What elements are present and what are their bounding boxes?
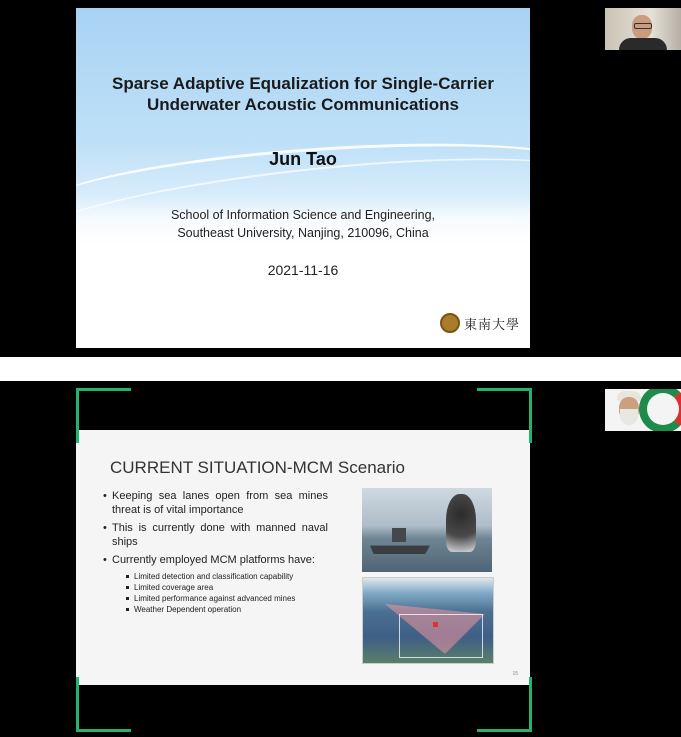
sub-bullet-item: Limited performance against advanced mines — [126, 593, 328, 604]
participant-beard — [620, 409, 638, 425]
focus-frame-corner — [76, 677, 131, 732]
mine-marker — [433, 622, 438, 627]
title-line-1: Sparse Adaptive Equalization for Single-Carrier — [112, 74, 494, 93]
sub-bullet-item: Limited coverage area — [126, 582, 328, 593]
focus-frame-corner — [76, 388, 131, 443]
bullet-item — [103, 554, 328, 615]
author-name: Jun Tao — [269, 149, 337, 169]
naval-ship — [370, 540, 430, 554]
bullet-text: Currently employed MCM platforms have: — [112, 554, 315, 566]
emblem-icon — [639, 389, 681, 431]
shared-slide-title — [76, 8, 530, 348]
focus-frame-corner — [477, 677, 532, 732]
bullet-item: • Keeping sea lanes open from sea mines threat is of vital importance — [103, 490, 328, 517]
glasses-icon — [634, 23, 652, 29]
sonar-scenario-image — [362, 577, 494, 664]
participant-shirt — [619, 38, 667, 50]
sub-bullet-item: Limited detection and classification capability — [126, 571, 328, 582]
focus-frame-corner — [477, 388, 532, 443]
affiliation-line-2: Southeast University, Nanjing, 210096, China — [177, 226, 429, 240]
slide-title: CURRENT SITUATION-MCM Scenario — [110, 458, 406, 477]
ship-mast — [392, 528, 406, 542]
presentation-date: 2021-11-16 — [267, 262, 339, 278]
university-seal-icon — [440, 313, 460, 333]
participant-video-thumbnail[interactable] — [605, 389, 681, 431]
affiliation-line-1: School of Information Science and Engineering, — [170, 208, 436, 222]
explosion-plume — [446, 494, 476, 552]
sub-bullet-list — [126, 571, 328, 615]
bullet-list — [103, 490, 328, 620]
university-logo-text: 東南大學 — [464, 317, 521, 333]
participant-video-thumbnail[interactable] — [605, 8, 681, 50]
sub-bullet-item: Weather Dependent operation — [126, 604, 328, 615]
affiliation — [76, 206, 530, 242]
coverage-area — [399, 614, 483, 658]
title-line-2: Underwater Acoustic Communications — [146, 95, 460, 114]
bullet-item: • This is currently done with manned naval ships — [103, 522, 328, 549]
shared-slide-content — [76, 430, 530, 685]
university-logo — [440, 312, 520, 334]
page-number: 15 — [512, 671, 518, 677]
slide-title — [76, 73, 530, 115]
ship-explosion-image — [362, 488, 492, 572]
